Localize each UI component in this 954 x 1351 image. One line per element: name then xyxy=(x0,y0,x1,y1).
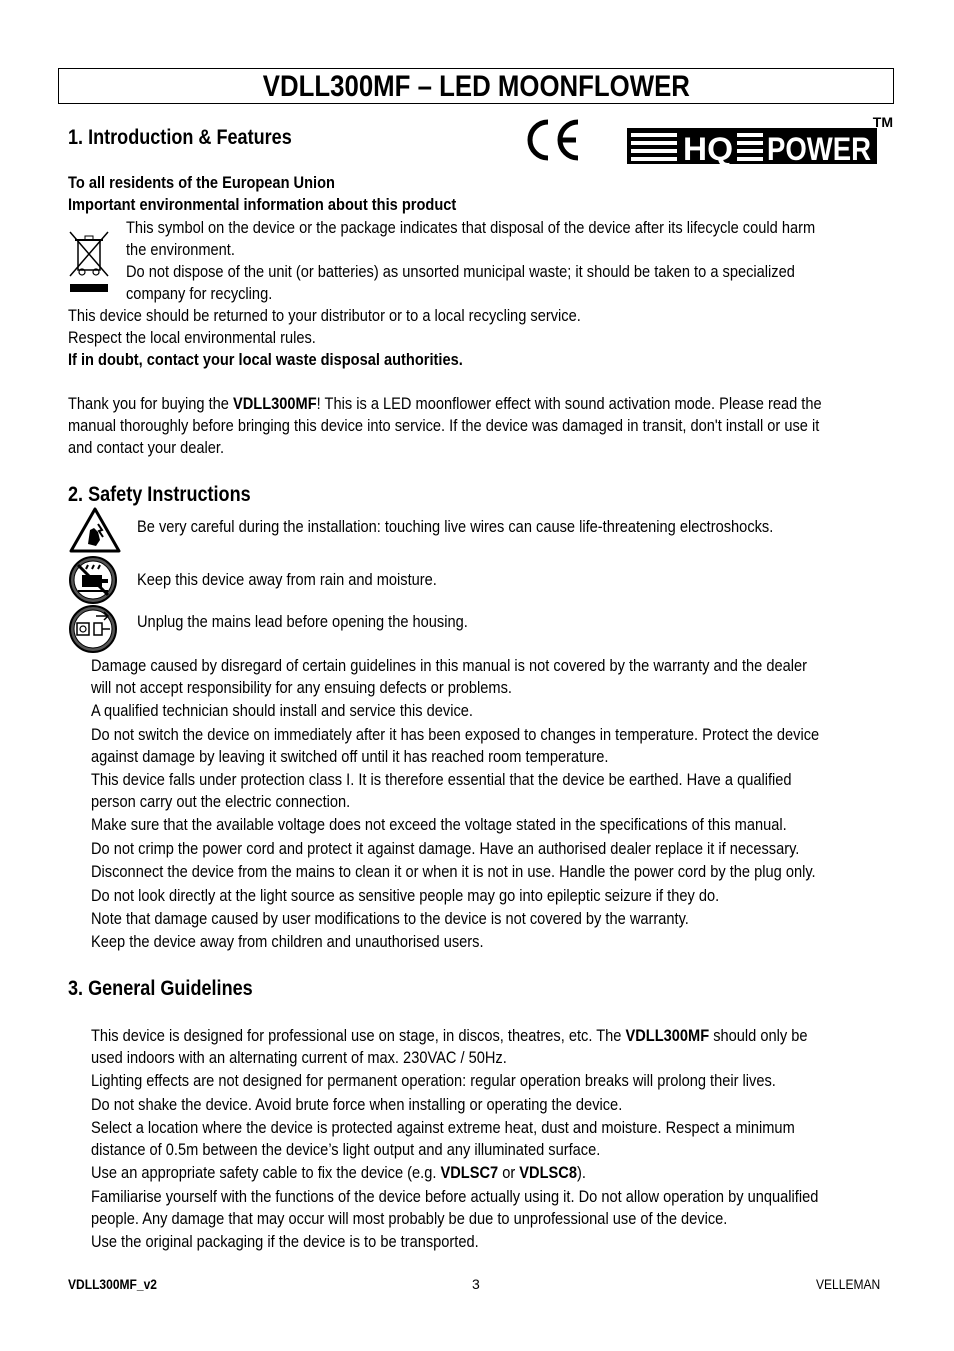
trademark-symbol: TM xyxy=(872,114,893,130)
footer-brand: VELLEMAN xyxy=(816,1276,881,1292)
svg-text:POWER: POWER xyxy=(767,131,871,167)
eu-subtitle: Important environmental information about this product xyxy=(68,195,457,214)
general-line: Familiarise yourself with the functions of the device before actually using it. Do not allow operation by unqualified xyxy=(91,1187,819,1206)
weee-bin-icon xyxy=(66,228,112,296)
svg-text:HQ: HQ xyxy=(683,131,733,167)
general-line: Use the original packaging if the device is to be transported. xyxy=(91,1232,479,1251)
general-line: Select a location where the device is protected against extreme heat, dust and moisture. Respect a minimum xyxy=(91,1118,795,1137)
footer-page-number: 3 xyxy=(472,1276,480,1292)
weee-line-2: the environment. xyxy=(126,240,235,259)
safety-icon-item-3: Unplug the mains lead before opening the housing. xyxy=(137,612,468,631)
electric-shock-warning-icon xyxy=(68,506,122,554)
general-line: distance of 0.5m between the device’s light output and any illuminated surface. xyxy=(91,1140,601,1159)
moisture-warning-icon xyxy=(68,555,118,605)
safety-line: Disconnect the device from the mains to clean it or when it is not in use. Handle the power cord by the plug only. xyxy=(91,862,816,881)
weee-line-3: Do not dispose of the unit (or batteries) as unsorted municipal waste; it should be taken to a specialized xyxy=(126,262,795,281)
section-heading-intro: 1. Introduction & Features xyxy=(68,126,292,149)
return-line: This device should be returned to your distributor or to a local recycling service. xyxy=(68,306,581,325)
safety-line: Do not switch the device on immediately after it has been exposed to changes in temperature. Protect the device xyxy=(91,725,820,744)
safety-line: Note that damage caused by user modifications to the device is not covered by the warranty. xyxy=(91,909,689,928)
safety-line: Make sure that the available voltage does not exceed the voltage stated in the specifications of this manual. xyxy=(91,815,787,834)
doubt-line: If in doubt, contact your local waste disposal authorities. xyxy=(68,350,463,369)
respect-line: Respect the local environmental rules. xyxy=(68,328,316,347)
safety-line: Do not look directly at the light source as sensitive people may go into epileptic seizure if they do. xyxy=(91,886,720,905)
general-line: Do not shake the device. Avoid brute force when installing or operating the device. xyxy=(91,1095,623,1114)
safety-line: Do not crimp the power cord and protect it against damage. Have an authorised dealer replace it if necessary. xyxy=(91,839,800,858)
general-line: This device is designed for professional use on stage, in discos, theatres, etc. The VDLL300MF should only be xyxy=(91,1026,808,1045)
eu-title: To all residents of the European Union xyxy=(68,173,335,192)
safety-line: Damage caused by disregard of certain guidelines in this manual is not covered by the warranty and the dealer xyxy=(91,656,807,675)
thanks-line-2: manual thoroughly before bringing this device into service. If the device was damaged in transit, don't install or use it xyxy=(68,416,820,435)
ce-mark-icon xyxy=(524,118,584,162)
hq-power-logo xyxy=(627,114,893,168)
safety-line: This device falls under protection class I. It is therefore essential that the device be earthed. Have a qualified xyxy=(91,770,792,789)
unplug-icon xyxy=(68,602,118,654)
general-line: Use an appropriate safety cable to fix the device (e.g. VDLSC7 or VDLSC8). xyxy=(91,1163,586,1182)
thanks-line-1: Thank you for buying the VDLL300MF! This is a LED moonflower effect with sound activation mode. Please read the xyxy=(68,394,822,413)
footer-doc-id: VDLL300MF_v2 xyxy=(68,1276,157,1292)
safety-line: against damage by leaving it switched off until it has reached room temperature. xyxy=(91,747,609,766)
weee-line-4: company for recycling. xyxy=(126,284,273,303)
safety-line: Keep the device away from children and unauthorised users. xyxy=(91,932,484,951)
section-heading-general: 3. General Guidelines xyxy=(68,977,253,1000)
general-line: people. Any damage that may occur will most probably be due to unprofessional use of the device. xyxy=(91,1209,728,1228)
weee-line-1: This symbol on the device or the package indicates that disposal of the device after its lifecycle could harm xyxy=(126,218,816,237)
safety-line: person carry out the electric connection. xyxy=(91,792,351,811)
safety-icon-item-2: Keep this device away from rain and moisture. xyxy=(137,570,437,589)
section-heading-safety: 2. Safety Instructions xyxy=(68,483,251,506)
general-line: used indoors with an alternating current of max. 230VAC / 50Hz. xyxy=(91,1048,507,1067)
thanks-line-3: and contact your dealer. xyxy=(68,438,225,457)
safety-line: A qualified technician should install and service this device. xyxy=(91,701,473,720)
safety-icon-item-1: Be very careful during the installation: touching live wires can cause life-threatening electroshocks. xyxy=(137,517,774,536)
general-line: Lighting effects are not designed for permanent operation: regular operation breaks will prolong their lives. xyxy=(91,1071,776,1090)
safety-line: will not accept responsibility for any ensuing defects or problems. xyxy=(91,678,512,697)
document-title: VDLL300MF – LED MOONFLOWER xyxy=(58,68,894,104)
